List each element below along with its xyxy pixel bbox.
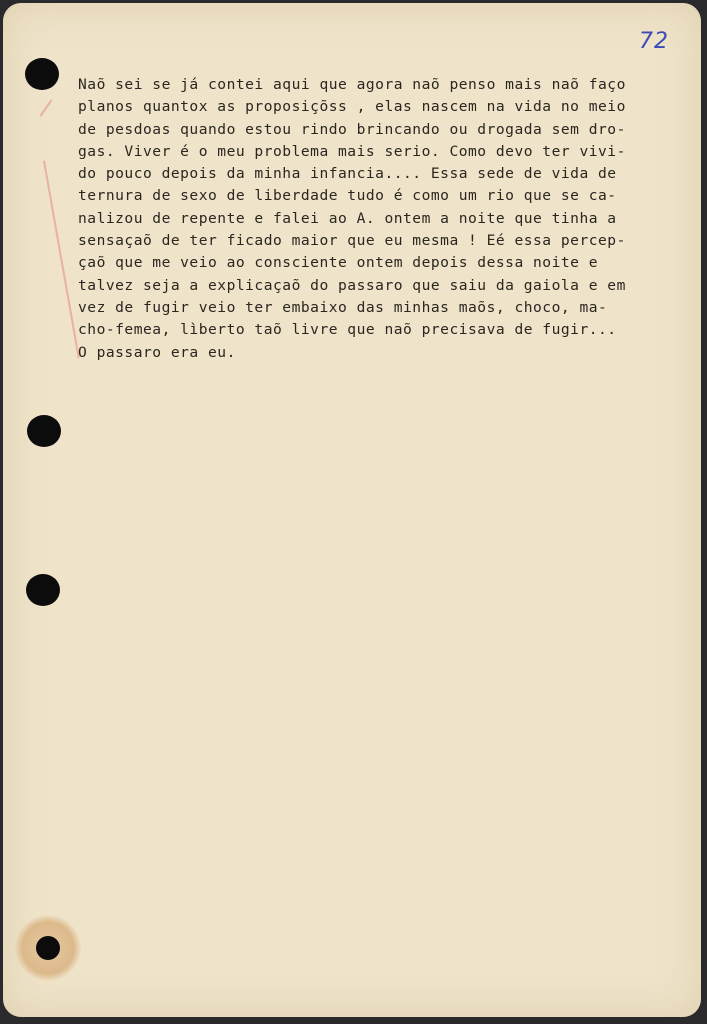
manuscript-page <box>3 3 701 1017</box>
text-line: do pouco depois da minha infancia.... Essa sede de vida de <box>78 165 617 183</box>
text-line: sensaçaõ de ter ficado maior que eu mesma ! Eé essa percep- <box>78 232 626 250</box>
binder-hole-bottom <box>36 936 60 960</box>
text-line: O passaro era eu. <box>78 343 236 361</box>
binder-hole-middle-upper <box>27 415 61 447</box>
text-line: cho-femea, lìberto taõ livre que naõ precisava de fugir... <box>78 321 617 339</box>
text-line: de pesdoas quando estou rindo brincando ou drogada sem dro- <box>78 120 626 138</box>
margin-pencil-mark <box>39 99 52 117</box>
margin-pencil-line <box>43 161 80 358</box>
text-line: nalizou de repente e falei ao A. ontem a noite que tinha a <box>78 209 617 227</box>
text-line: vez de fugir veio ter embaixo das minhas maõs, choco, ma- <box>78 298 608 316</box>
page-number: 72 <box>639 29 669 54</box>
text-line: planos quantox as proposiçõss , elas nascem na vida no meio <box>78 98 626 116</box>
text-line: ternura de sexo de liberdade tudo é como um rio que se ca- <box>78 187 617 205</box>
binder-hole-top <box>25 58 59 90</box>
binder-hole-middle-lower <box>26 574 60 606</box>
text-line: talvez seja a explicaçaõ do passaro que saiu da gaiola e em <box>78 276 626 294</box>
text-line: gas. Viver é o meu problema mais serio. Como devo ter vivi- <box>78 142 626 160</box>
text-line: Naõ sei se já contei aqui que agora naõ penso mais naõ faço <box>78 76 626 93</box>
typewritten-text <box>78 74 678 364</box>
text-line: çaõ que me veio ao consciente ontem depois dessa noite e <box>78 254 599 272</box>
